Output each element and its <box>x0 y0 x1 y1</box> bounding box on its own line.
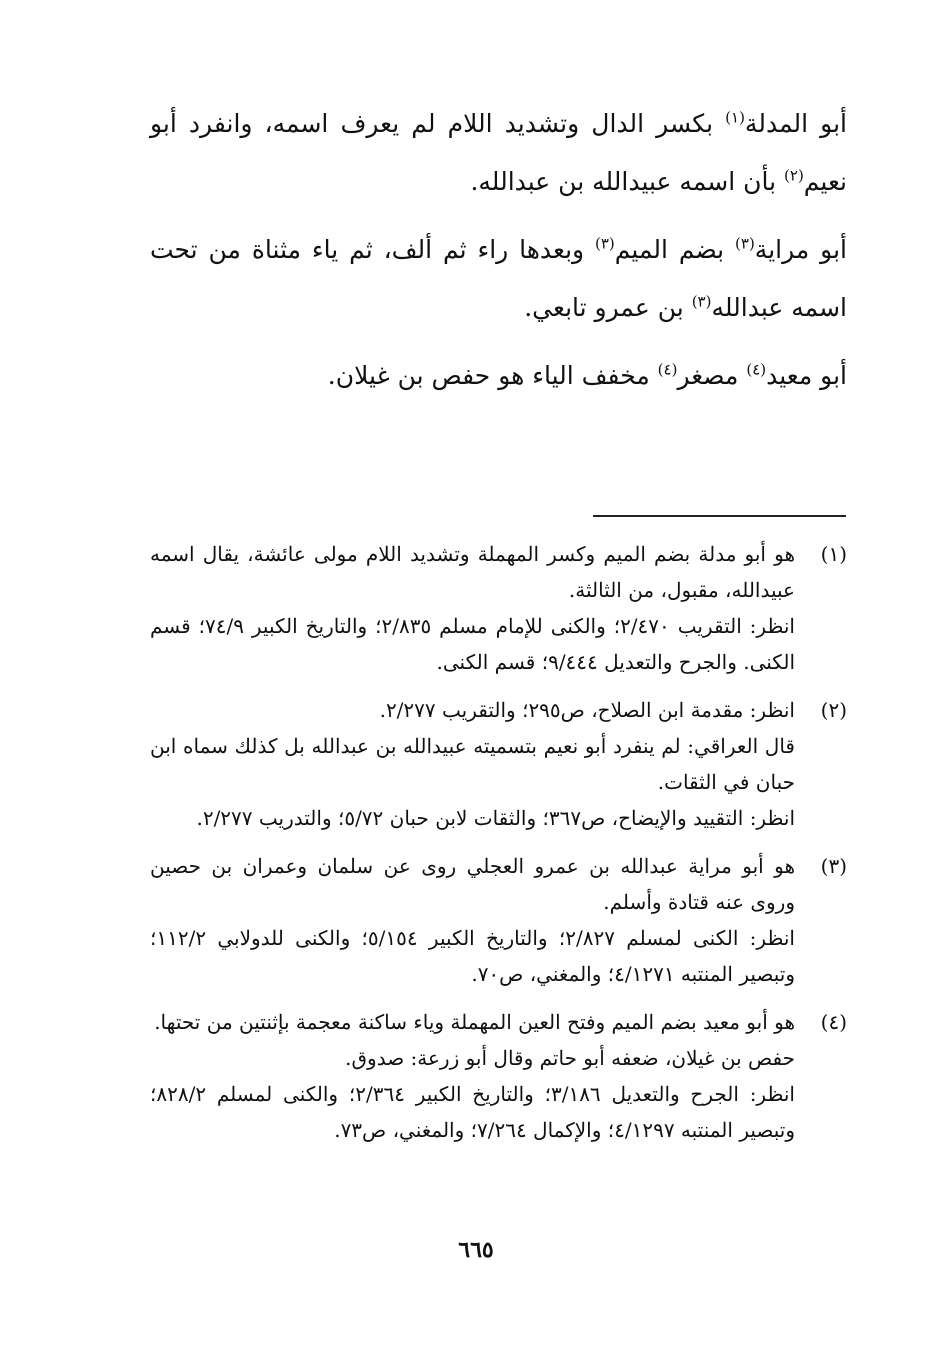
footnote-ref[interactable]: (٣) <box>735 234 755 253</box>
footnotes-section <box>150 536 847 1160</box>
footnote-line: هو أبو معيد بضم الميم وفتح العين المهملة وياء ساكنة معجمة بإثنتين من تحتها. <box>154 1010 795 1034</box>
text-run: مصغر <box>677 361 747 390</box>
footnote-line: هو أبو مدلة بضم الميم وكسر المهملة وتشديد اللام مولى عائشة، يقال اسمه عبيدالله، مقبول، من الثالثة. <box>150 542 795 602</box>
footnote-line: هو أبو مراية عبدالله بن عمرو العجلي روى عن سلمان وعمران بن حصين وروى عنه قتادة وأسلم. <box>150 854 795 914</box>
text-run: بضم الميم <box>614 235 736 264</box>
text-run: بأن اسمه عبيدالله بن عبدالله. <box>470 167 785 196</box>
footnote-number: (٤) <box>820 1010 847 1034</box>
footnote-line: انظر: الكنى لمسلم ٢/٨٢٧؛ والتاريخ الكبير ٥/١٥٤؛ والكنى للدولابي ١١٢/٢؛ وتبصير المنتبه ٤/١٢٧١؛ والمغني، ص٧٠. <box>150 926 795 986</box>
text-run: بن عمرو تابعي. <box>524 293 692 322</box>
paragraph-abu-muaid <box>150 347 847 405</box>
text-run: أبو معيد <box>766 361 847 390</box>
footnote-ref[interactable]: (٣) <box>595 234 615 253</box>
footnote-line: حفص بن غيلان، ضعفه أبو حاتم وقال أبو زرعة: صدوق. <box>345 1046 795 1070</box>
footnote-ref[interactable]: (٤) <box>657 360 678 379</box>
footnote-line: انظر: التقريب ٢/٤٧٠؛ والكنى للإمام مسلم ٢/٨٣٥؛ والتاريخ الكبير ٧٤/٩؛ قسم الكنى. والجرح والتعديل ٩/٤٤٤؛ قسم الكنى. <box>150 614 795 674</box>
text-run: أبو مراية <box>754 235 847 264</box>
footnote-3 <box>150 848 847 992</box>
page-number: ٦٦٥ <box>458 1237 494 1263</box>
footnote-separator <box>593 515 846 517</box>
footnote-line: قال العراقي: لم ينفرد أبو نعيم بتسميته عبيدالله بن عبدالله بل كذلك سماه ابن حبان في الثقات. <box>150 734 795 794</box>
footnote-ref[interactable]: (٣) <box>691 292 712 311</box>
footnote-line: انظر: التقييد والإيضاح، ص٣٦٧؛ والثقات لابن حبان ٥/٧٢؛ والتدريب ٢/٢٧٧. <box>196 806 795 830</box>
text-run: بكسر الدال وتشديد اللام لم يعرف اسمه، وانفرد أبو نعيم <box>150 109 847 196</box>
footnote-line: انظر: مقدمة ابن الصلاح، ص٢٩٥؛ والتقريب ٢/٢٧٧. <box>379 698 795 722</box>
footnote-ref[interactable]: (٤) <box>746 360 767 379</box>
paragraph-abu-al-mudillah <box>150 95 847 211</box>
footnote-ref[interactable]: (٢) <box>784 166 804 185</box>
text-run: أبو المدلة <box>744 109 847 138</box>
footnote-2 <box>150 692 847 836</box>
footnote-number: (١) <box>820 542 847 566</box>
footnote-line: انظر: الجرح والتعديل ٣/١٨٦؛ والتاريخ الكبير ٢/٣٦٤؛ والكنى لمسلم ٨٢٨/٢؛ وتبصير المنتبه ٤/١٢٩٧؛ والإكمال ٧/٢٦٤؛ والمغني، ص٧٣. <box>150 1082 795 1142</box>
footnote-1 <box>150 536 847 680</box>
footnote-ref[interactable]: (١) <box>725 108 745 127</box>
text-run: مخفف الياء هو حفص بن غيلان. <box>327 361 658 390</box>
main-text <box>150 95 847 415</box>
paragraph-abu-maraya <box>150 221 847 337</box>
footnote-number: (٣) <box>820 854 847 878</box>
text-run: وبعدها راء ثم ألف، ثم ياء مثناة من تحت اسمه عبدالله <box>150 235 847 322</box>
footnote-number: (٢) <box>820 698 847 722</box>
footnote-4 <box>150 1004 847 1148</box>
